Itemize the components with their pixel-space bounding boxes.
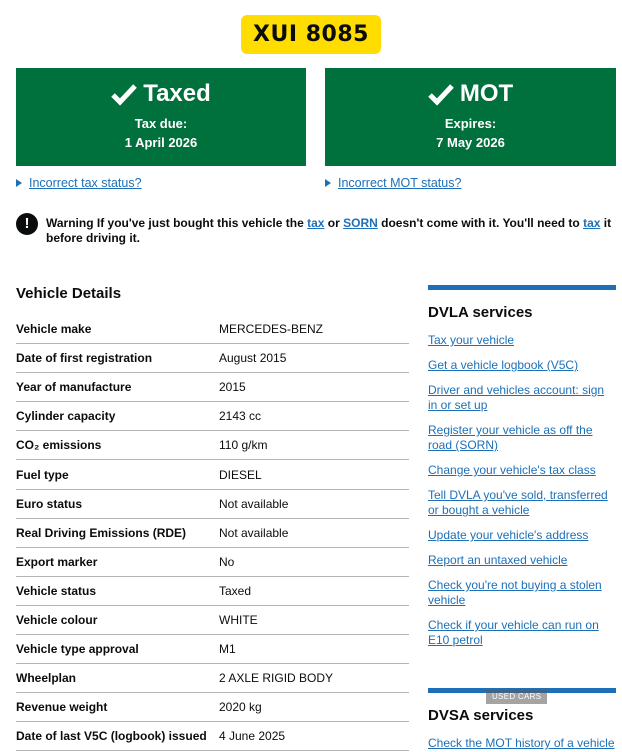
table-row (16, 315, 409, 344)
row-value: MERCEDES-BENZ (219, 322, 324, 337)
row-label: Vehicle status (16, 583, 97, 598)
service-link-item[interactable] (428, 358, 616, 373)
service-link[interactable]: Change your vehicle's tax class (428, 463, 596, 477)
row-label: Wheelplan (16, 671, 77, 686)
service-link[interactable]: Update your vehicle's address (428, 528, 589, 542)
tax-link[interactable]: tax (307, 216, 325, 230)
tax-status-title: Taxed (143, 80, 211, 107)
table-row (16, 344, 409, 373)
service-link-item[interactable] (428, 618, 616, 648)
row-value: 2020 kg (219, 700, 262, 715)
service-link[interactable]: Report an untaxed vehicle (428, 553, 568, 567)
row-label: Revenue weight (16, 700, 108, 715)
incorrect-mot-status-link[interactable]: Incorrect MOT status? (338, 176, 462, 190)
service-link[interactable]: Driver and vehicles account: sign in or set up (428, 383, 605, 412)
table-row (16, 693, 409, 722)
check-icon (428, 82, 454, 106)
row-label: Fuel type (16, 467, 69, 482)
row-value: DIESEL (219, 467, 262, 482)
dvla-services-panel (428, 285, 616, 658)
table-row (16, 635, 409, 664)
mot-expires-label: Expires: (444, 116, 497, 131)
warning-icon: ! (16, 213, 38, 235)
table-row (16, 431, 409, 460)
service-link[interactable]: Check you're not buying a stolen vehicle (428, 578, 602, 607)
row-label: Real Driving Emissions (RDE) (16, 525, 187, 540)
table-row (16, 606, 409, 635)
incorrect-tax-status-toggle[interactable] (16, 176, 142, 190)
row-value: 2143 cc (219, 409, 262, 424)
incorrect-tax-status-link[interactable]: Incorrect tax status? (29, 176, 142, 190)
row-label: Vehicle make (16, 322, 92, 337)
table-row (16, 519, 409, 548)
service-link-item[interactable] (428, 528, 616, 543)
service-link[interactable]: Check the MOT history of a vehicle (428, 736, 615, 750)
service-link-item[interactable] (428, 736, 616, 751)
table-row (16, 577, 409, 606)
table-row (16, 460, 409, 489)
warning-notice (16, 213, 616, 246)
service-link-item[interactable] (428, 333, 616, 348)
service-link[interactable]: Register your vehicle as off the road (SORN) (428, 423, 593, 452)
service-link-item[interactable] (428, 383, 616, 413)
row-label: Export marker (16, 554, 98, 569)
vehicle-details-heading: Vehicle Details (16, 285, 122, 302)
dvsa-services-heading: DVSA services (428, 707, 534, 724)
mot-expiry-date: 7 May 2026 (436, 135, 505, 150)
row-label: Year of manufacture (16, 380, 132, 395)
row-value: 2015 (219, 380, 246, 395)
table-row (16, 664, 409, 693)
row-value: 2 AXLE RIGID BODY (219, 671, 334, 686)
service-link-item[interactable] (428, 578, 616, 608)
row-value: WHITE (219, 612, 258, 627)
dvla-services-heading: DVLA services (428, 304, 533, 321)
service-link-item[interactable] (428, 423, 616, 453)
tax-status-panel (16, 68, 306, 166)
incorrect-mot-status-toggle[interactable] (325, 176, 461, 190)
row-value: No (219, 554, 235, 569)
warning-text: Warning If you've just bought this vehicle the tax or SORN doesn't come with it. You'll need to tax it before driving it. (46, 216, 612, 245)
table-row (16, 490, 409, 519)
service-link[interactable]: Tell DVLA you've sold, transferred or bought a vehicle (428, 488, 608, 517)
row-label: Vehicle type approval (16, 642, 139, 657)
row-value: August 2015 (219, 351, 287, 366)
row-label: Cylinder capacity (16, 409, 116, 424)
service-link-item[interactable] (428, 488, 616, 518)
table-row (16, 373, 409, 402)
row-label: Date of first registration (16, 351, 153, 366)
mot-status-title: MOT (459, 80, 514, 107)
row-value: Taxed (219, 583, 252, 598)
row-value: 4 June 2025 (219, 729, 286, 744)
row-value: M1 (219, 642, 236, 657)
registration-plate: XUI 8085 (241, 15, 381, 54)
row-label: Vehicle colour (16, 612, 98, 627)
row-label: Date of last V5C (logbook) issued (16, 729, 207, 744)
vehicle-details-table (16, 315, 409, 751)
service-link-item[interactable] (428, 553, 616, 568)
dvsa-services-list (428, 736, 616, 751)
triangle-right-icon (16, 179, 22, 187)
sorn-link[interactable]: SORN (343, 216, 378, 230)
service-link-item[interactable] (428, 463, 616, 478)
row-value: Not available (219, 525, 289, 540)
table-row (16, 722, 409, 751)
row-value: 110 g/km (219, 438, 268, 453)
used-cars-watermark: USED CARS (486, 690, 547, 704)
service-link[interactable]: Tax your vehicle (428, 333, 515, 347)
tax-due-label: Tax due: (134, 116, 188, 131)
table-row (16, 402, 409, 431)
table-row (16, 548, 409, 577)
service-link[interactable]: Get a vehicle logbook (V5C) (428, 358, 579, 372)
tax-link-2[interactable]: tax (583, 216, 601, 230)
row-label: CO₂ emissions (16, 438, 102, 453)
mot-status-panel (325, 68, 616, 166)
row-value: Not available (219, 496, 289, 511)
check-icon (111, 82, 137, 106)
tax-due-date: 1 April 2026 (124, 135, 198, 150)
dvla-services-list (428, 333, 616, 648)
triangle-right-icon (325, 179, 331, 187)
row-label: Euro status (16, 496, 83, 511)
service-link[interactable]: Check if your vehicle can run on E10 petrol (428, 618, 599, 647)
